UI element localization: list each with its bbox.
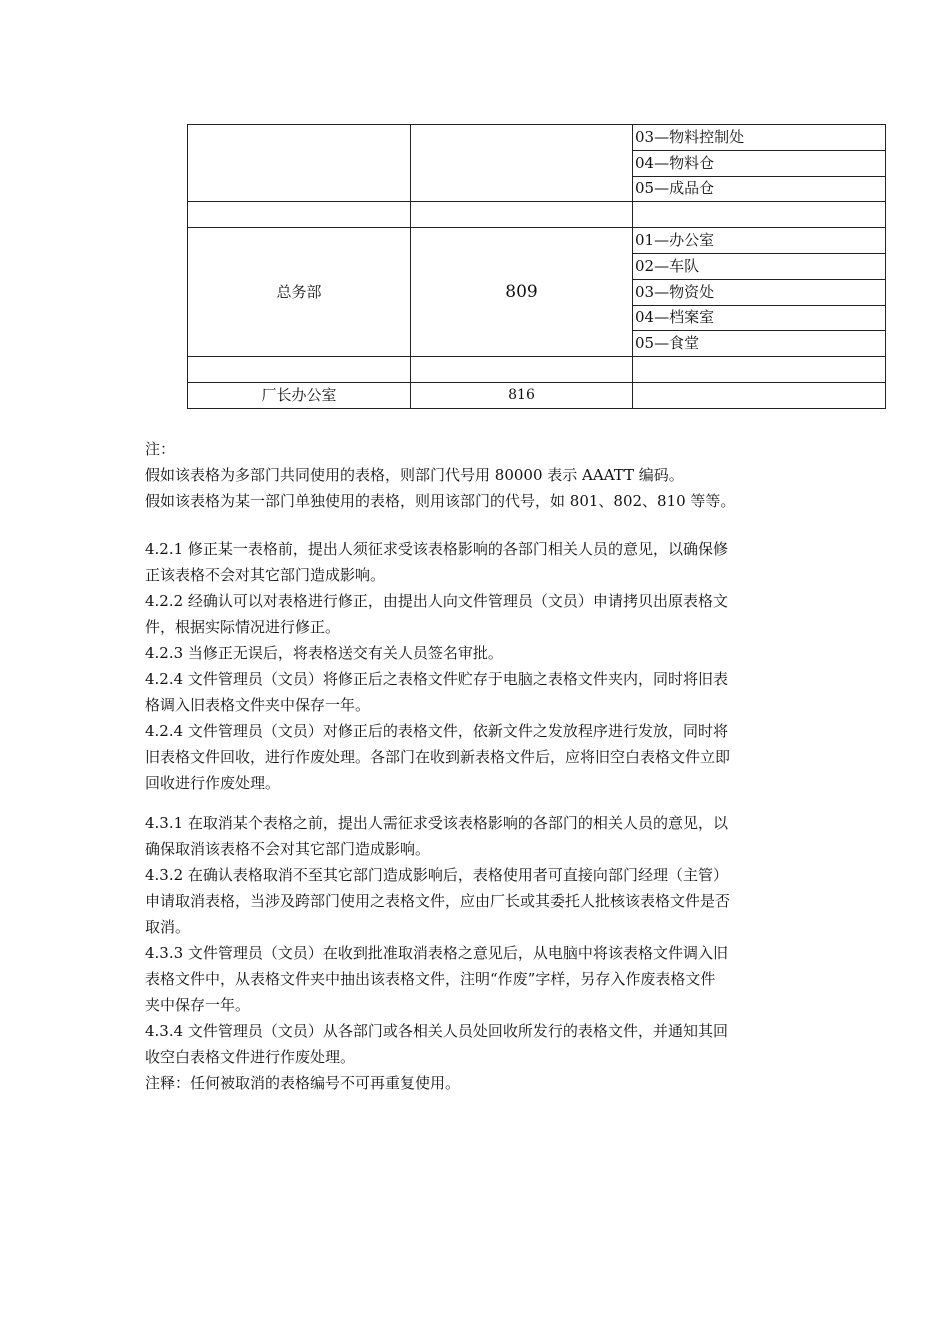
paragraph-line: 4.3.3 文件管理员（文员）在收到批准取消表格之意见后，从电脑中将该表格文件调入旧 (145, 944, 728, 962)
paragraph-line: 确保取消该表格不会对其它部门造成影响。 (145, 840, 431, 858)
table-cell-empty (188, 202, 411, 228)
table-cell-empty (188, 357, 411, 383)
paragraph-line: 回收进行作废处理。 (145, 774, 281, 792)
table-row (188, 357, 886, 383)
table-row (188, 125, 886, 151)
paragraph-line: 收空白表格文件进行作废处理。 (145, 1048, 356, 1066)
closing-note: 注释：任何被取消的表格编号不可再重复使用。 (145, 1074, 461, 1092)
paragraph-line: 4.3.4 文件管理员（文员）从各部门或各相关人员处回收所发行的表格文件，并通知其回 (145, 1022, 728, 1040)
section-4-2 (145, 536, 825, 796)
table-cell-empty (633, 202, 886, 228)
paragraph-line: 申请取消表格，当涉及跨部门使用之表格文件，应由厂长或其委托人批核该表格文件是否 (145, 892, 731, 910)
paragraph-line: 件，根据实际情况进行修正。 (145, 618, 341, 636)
table-cell-empty (411, 357, 633, 383)
department-name-cell: 厂长办公室 (188, 382, 411, 408)
paragraph-line: 格调入旧表格文件夹中保存一年。 (145, 696, 371, 714)
subunit-cell: 04—档案室 (633, 305, 886, 331)
paragraph-line: 夹中保存一年。 (145, 996, 251, 1014)
department-code-cell: 816 (411, 382, 633, 408)
note-line: 假如该表格为某一部门单独使用的表格，则用该部门的代号，如 801、802、810 等等。 (145, 492, 736, 510)
notes-section (145, 436, 825, 514)
department-code-cell: 809 (411, 228, 633, 357)
subunit-cell: 04—物料仓 (633, 150, 886, 176)
subunit-cell: 01—办公室 (633, 228, 886, 254)
paragraph-line: 4.2.2 经确认可以对表格进行修正，由提出人向文件管理员（文员）申请拷贝出原表格文 (145, 592, 728, 610)
department-name-cell: 总务部 (188, 228, 411, 357)
table-cell-empty (633, 357, 886, 383)
section-4-3 (145, 810, 825, 1096)
paragraph-line: 表格文件中，从表格文件夹中抽出该表格文件，注明“作废”字样，另存入作废表格文件 (145, 970, 716, 988)
table-cell-empty (411, 125, 633, 202)
subunit-cell: 03—物资处 (633, 279, 886, 305)
notes-heading: 注： (145, 440, 176, 458)
paragraph-line: 取消。 (145, 918, 191, 936)
subunit-cell: 02—车队 (633, 253, 886, 279)
paragraph-line: 4.2.1 修正某一表格前，提出人须征求受该表格影响的各部门相关人员的意见，以确保修 (145, 540, 728, 558)
paragraph-line: 4.3.2 在确认表格取消不至其它部门造成影响后，表格使用者可直接向部门经理（主管） (145, 866, 728, 884)
table-row (188, 382, 886, 408)
department-code-table (187, 124, 886, 409)
table-cell-empty (633, 382, 886, 408)
subunit-cell: 03—物料控制处 (633, 125, 886, 151)
subunit-cell: 05—成品仓 (633, 176, 886, 202)
table-cell-empty (411, 202, 633, 228)
paragraph-line: 旧表格文件回收，进行作废处理。各部门在收到新表格文件后，应将旧空白表格文件立即 (145, 748, 731, 766)
paragraph-line: 4.2.4 文件管理员（文员）将修正后之表格文件贮存于电脑之表格文件夹内，同时将旧表 (145, 670, 728, 688)
note-line: 假如该表格为多部门共同使用的表格，则部门代号用 80000 表示 AAATT 编码。 (145, 466, 684, 484)
paragraph-line: 正该表格不会对其它部门造成影响。 (145, 566, 386, 584)
table-row (188, 202, 886, 228)
table-row (188, 228, 886, 254)
paragraph-line: 4.3.1 在取消某个表格之前，提出人需征求受该表格影响的各部门的相关人员的意见，以 (145, 814, 728, 832)
paragraph-line: 4.2.4 文件管理员（文员）对修正后的表格文件，依新文件之发放程序进行发放，同时将 (145, 722, 728, 740)
paragraph-line: 4.2.3 当修正无误后，将表格送交有关人员签名审批。 (145, 644, 503, 662)
subunit-cell: 05—食堂 (633, 331, 886, 357)
table-cell-empty (188, 125, 411, 202)
